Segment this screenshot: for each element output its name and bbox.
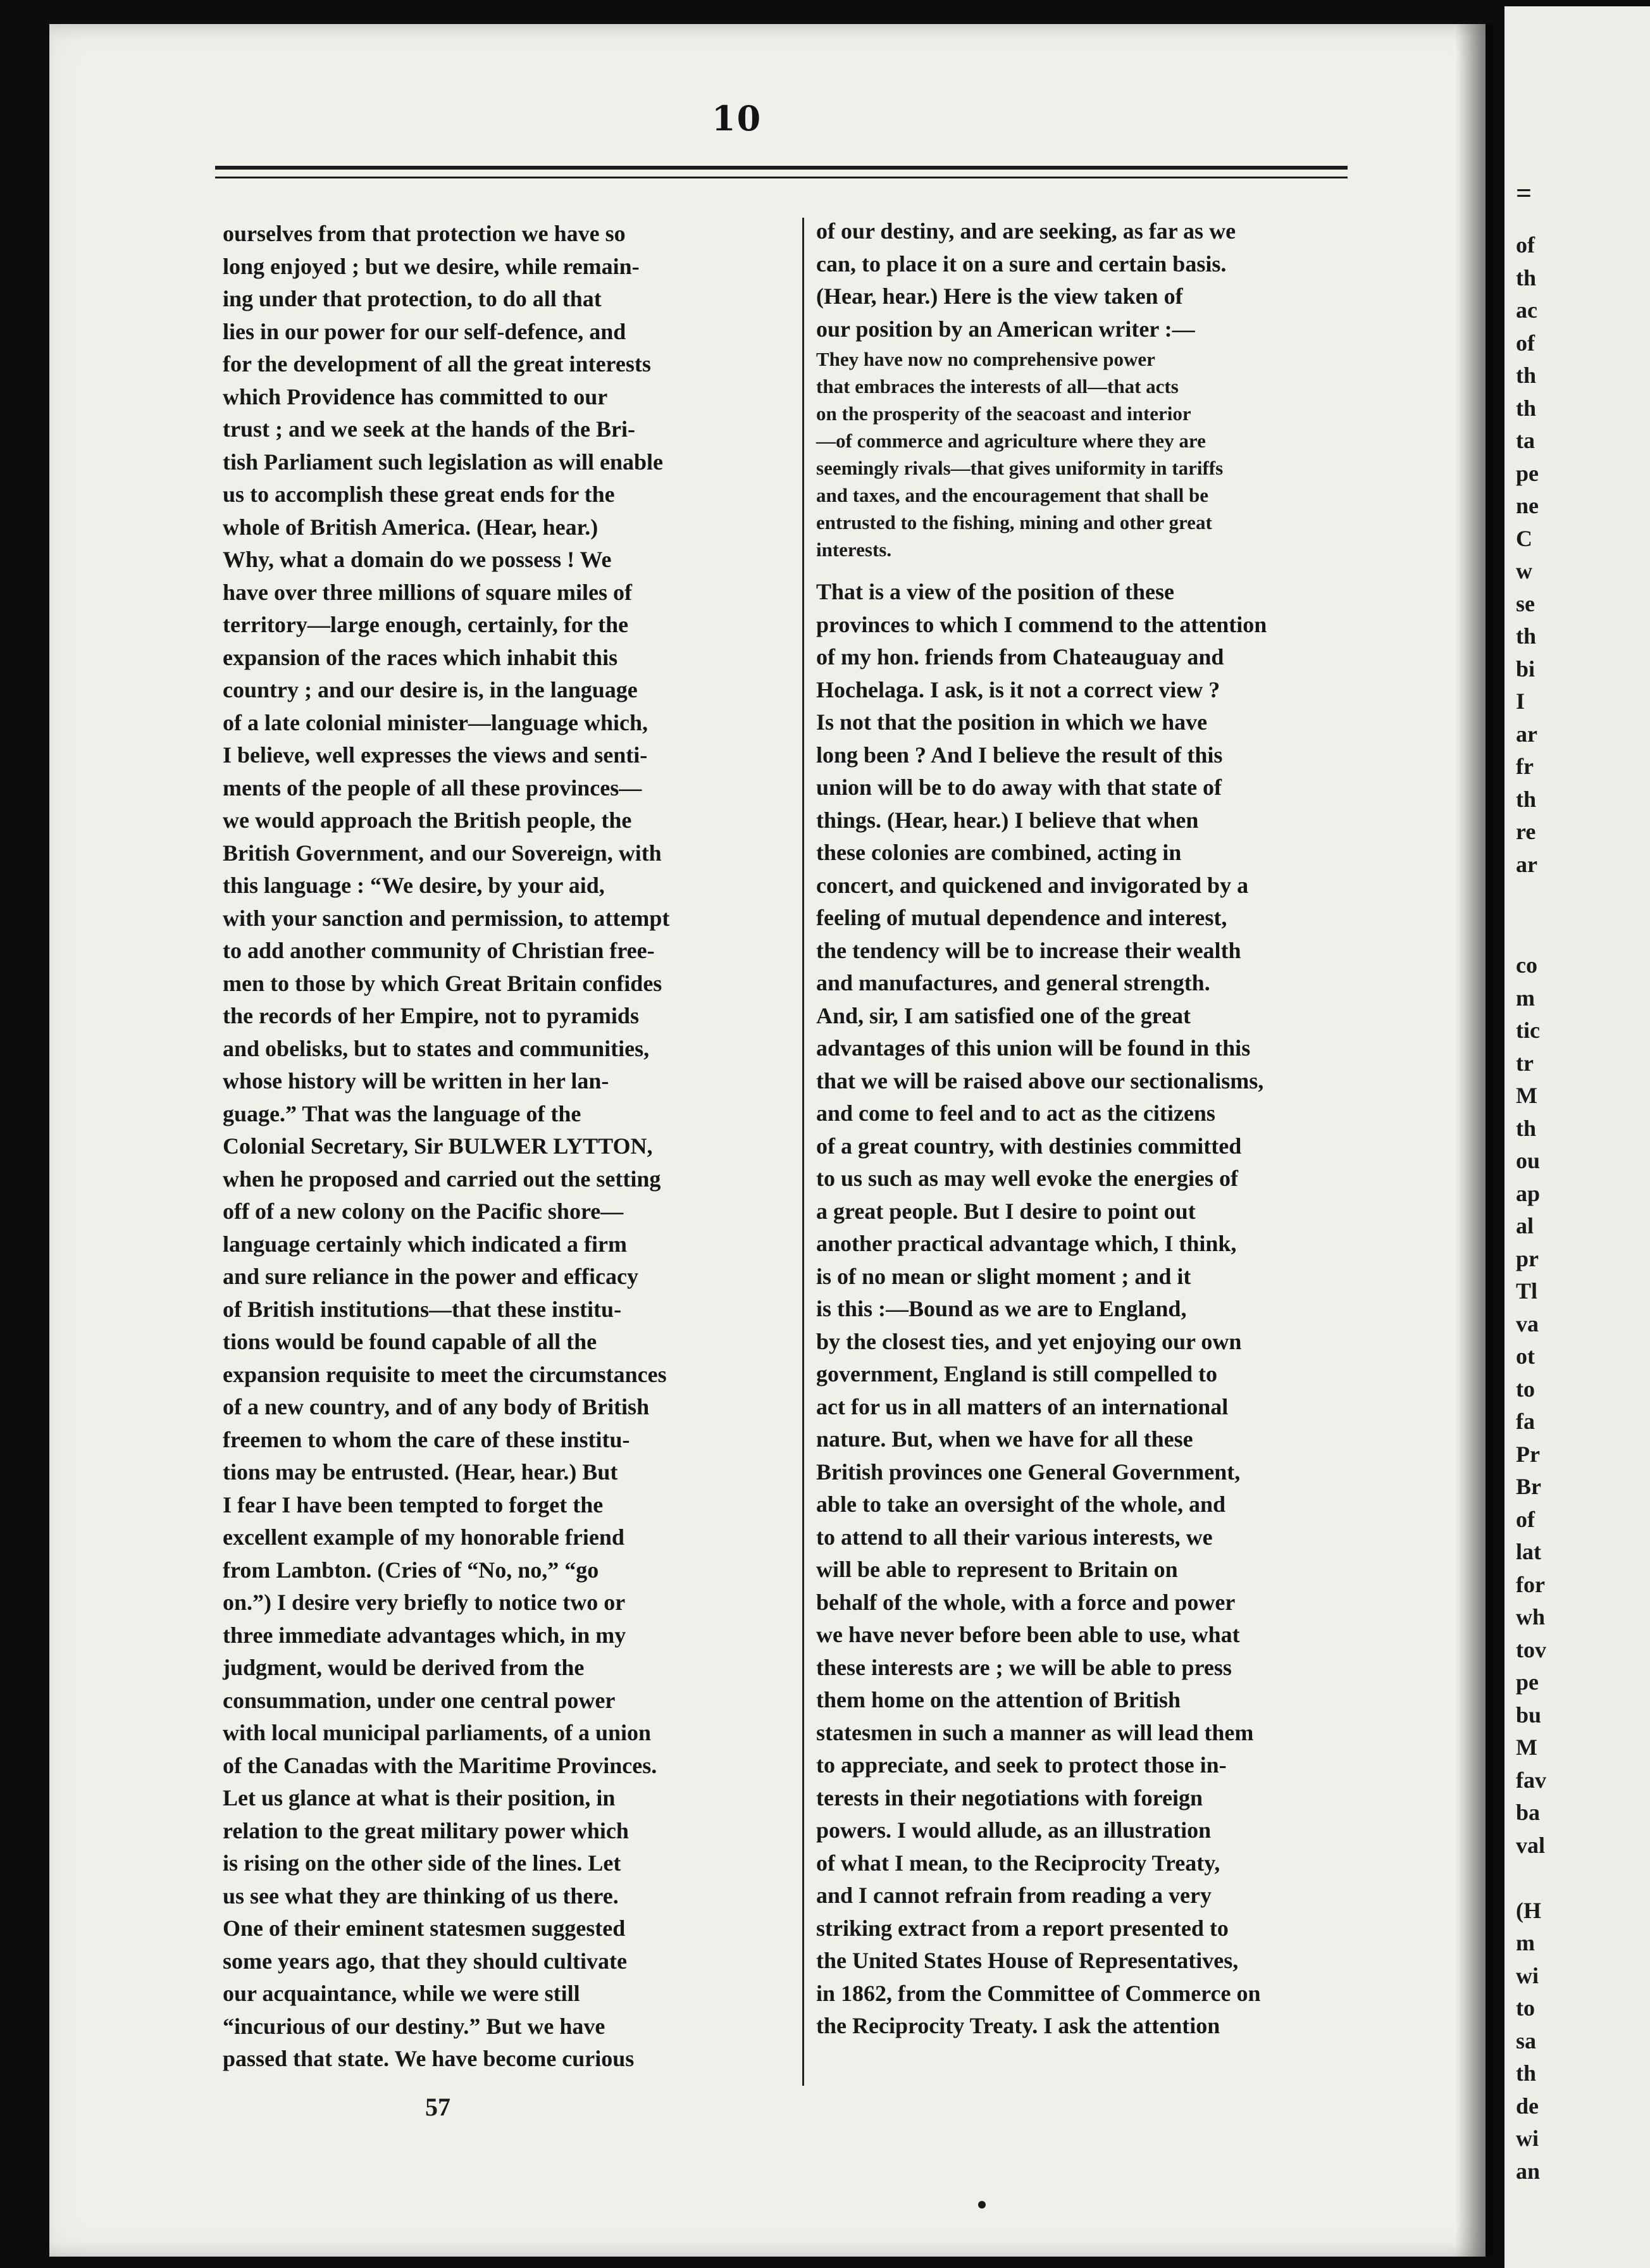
adjacent-text-fragment: C	[1516, 525, 1532, 551]
adjacent-text-fragment: wi	[1516, 1962, 1539, 1988]
text-line: this language : “We desire, by your aid,	[223, 873, 605, 898]
text-line: feeling of mutual dependence and interest,	[816, 905, 1227, 930]
adjacent-text-fragment: tr	[1516, 1050, 1534, 1076]
adjacent-text-fragment: M	[1516, 1083, 1537, 1108]
text-line: on.”) I desire very briefly to notice two or	[223, 1590, 626, 1615]
text-line: Is not that the position in which we have	[816, 709, 1208, 735]
text-line: tions may be entrusted. (Hear, hear.) But	[223, 1459, 618, 1485]
adjacent-text-fragment: of	[1516, 330, 1535, 356]
text-line: guage.” That was the language of the	[223, 1100, 581, 1126]
text-line: some years ago, that they should cultivate	[223, 1948, 627, 1974]
text-line: ourselves from that protection we have so	[223, 221, 626, 246]
text-line: Why, what a domain do we possess ! We	[223, 547, 612, 572]
text-line: long enjoyed ; but we desire, while remain-	[223, 253, 640, 279]
adjacent-text-fragment: w	[1516, 558, 1532, 583]
quote-line: and taxes, and the encouragement that shall be	[816, 484, 1209, 506]
text-line: of the Canadas with the Maritime Provinces.	[223, 1752, 657, 1778]
text-line: whose history will be written in her lan-	[223, 1068, 609, 1094]
text-line: whole of British America. (Hear, hear.)	[223, 514, 599, 540]
binding-gutter	[1455, 24, 1493, 2257]
text-line: that we will be raised above our sectionalisms,	[816, 1068, 1264, 1094]
adjacent-text-fragment: for	[1516, 1571, 1545, 1597]
adjacent-text-fragment: re	[1516, 819, 1536, 844]
text-line: us to accomplish these great ends for the	[223, 482, 615, 507]
header-rule	[215, 166, 1348, 178]
text-line: things. (Hear, hear.) I believe that when	[816, 807, 1199, 833]
text-line: our position by an American writer :—	[816, 316, 1195, 342]
adjacent-text-fragment: th	[1516, 2060, 1537, 2086]
text-line: That is a view of the position of these	[816, 579, 1174, 604]
text-line: by the closest ties, and yet enjoying our own	[816, 1328, 1242, 1354]
text-line: act for us in all matters of an international	[816, 1393, 1229, 1419]
adjacent-text-fragment: ot	[1516, 1343, 1535, 1369]
adjacent-text-fragment: va	[1516, 1311, 1539, 1336]
text-line: these interests are ; we will be able to press	[816, 1654, 1232, 1680]
text-line: terests in their negotiations with foreign	[816, 1785, 1203, 1810]
text-line: trust ; and we seek at the hands of the Bri-	[223, 416, 635, 442]
adjacent-text-fragment: co	[1516, 952, 1537, 978]
text-line: in 1862, from the Committee of Commerce on	[816, 1980, 1261, 2006]
text-line: I fear I have been tempted to forget the	[223, 1492, 604, 1517]
text-line: tions would be found capable of all the	[223, 1329, 597, 1354]
adjacent-text-fragment: bi	[1516, 656, 1535, 682]
adjacent-text-fragment: M	[1516, 1735, 1537, 1760]
adjacent-text-fragment: Tl	[1516, 1278, 1538, 1304]
text-line: is of no mean or slight moment ; and it	[816, 1263, 1191, 1289]
adjacent-text-fragment: th	[1516, 395, 1537, 421]
adjacent-text-fragment: ar	[1516, 851, 1537, 877]
text-line: expansion of the races which inhabit this	[223, 644, 618, 670]
left-column	[223, 218, 793, 2076]
adjacent-text-fragment: fav	[1516, 1767, 1546, 1793]
adjacent-text-fragment: to	[1516, 1376, 1535, 1402]
adjacent-text-fragment: tic	[1516, 1018, 1540, 1043]
text-line: men to those by which Great Britain confides	[223, 970, 662, 996]
text-line: long been ? And I believe the result of this	[816, 742, 1223, 768]
right-column-body	[816, 576, 1373, 2043]
text-line: which Providence has committed to our	[223, 383, 608, 409]
adjacent-text-fragment: ac	[1516, 297, 1537, 323]
text-line: passed that state. We have become curious	[223, 2046, 635, 2071]
text-line: with your sanction and permission, to attempt	[223, 905, 670, 931]
text-line: I believe, well expresses the views and senti-	[223, 742, 648, 768]
adjacent-text-fragment: m	[1516, 985, 1535, 1011]
text-line: advantages of this union will be found in this	[816, 1035, 1251, 1061]
text-line: from Lambton. (Cries of “No, no,” “go	[223, 1557, 599, 1583]
text-line: Let us glance at what is their position, in	[223, 1785, 616, 1810]
adjacent-text-fragment: ap	[1516, 1180, 1541, 1206]
adjacent-text-fragment: al	[1516, 1213, 1534, 1238]
text-line: (Hear, hear.) Here is the view taken of	[816, 284, 1183, 309]
adjacent-text-fragment: tov	[1516, 1636, 1546, 1662]
text-line: of my hon. friends from Chateauguay and	[816, 644, 1224, 670]
text-line: judgment, would be derived from the	[223, 1655, 585, 1680]
text-line: with local municipal parliaments, of a union	[223, 1720, 652, 1745]
adjacent-page-edge	[1504, 6, 1650, 2268]
text-line: of our destiny, and are seeking, as far as we	[816, 218, 1236, 244]
text-line: of what I mean, to the Reciprocity Treaty,	[816, 1850, 1220, 1876]
text-line: and obelisks, but to states and communities,	[223, 1035, 650, 1061]
text-line: language certainly which indicated a firm	[223, 1231, 627, 1257]
text-line: territory—large enough, certainly, for the	[223, 612, 629, 637]
adjacent-text-fragment: of	[1516, 232, 1535, 258]
text-line: the Reciprocity Treaty. I ask the attention	[816, 2013, 1220, 2038]
text-line: to us such as may well evoke the energies of	[816, 1166, 1238, 1191]
text-line: and manufactures, and general strength.	[816, 970, 1210, 995]
adjacent-text-fragment: val	[1516, 1832, 1546, 1858]
adjacent-text-fragment: wi	[1516, 2126, 1539, 2151]
text-line: another practical advantage which, I think,	[816, 1231, 1237, 1256]
text-line: when he proposed and carried out the setting	[223, 1166, 661, 1192]
text-line: to add another community of Christian free-	[223, 938, 655, 963]
text-line: statesmen in such a manner as will lead them	[816, 1719, 1254, 1745]
text-line: these colonies are combined, acting in	[816, 840, 1182, 865]
adjacent-text-fragment: m	[1516, 1930, 1535, 1955]
text-line: ing under that protection, to do all that	[223, 286, 602, 311]
text-line: “incurious of our destiny.” But we have	[223, 2013, 605, 2039]
text-line: consummation, under one central power	[223, 1687, 616, 1713]
adjacent-text-fragment: Br	[1516, 1474, 1541, 1499]
text-line: three immediate advantages which, in my	[223, 1622, 626, 1648]
adjacent-page-rule: =	[1516, 178, 1532, 209]
text-line: ments of the people of all these provinces—	[223, 775, 642, 801]
text-line: us see what they are thinking of us there.	[223, 1883, 619, 1909]
adjacent-text-fragment: I	[1516, 688, 1525, 714]
adjacent-text-fragment: th	[1516, 265, 1537, 290]
text-line: lies in our power for our self-defence, and	[223, 318, 626, 344]
text-line: and sure reliance in the power and efficacy	[223, 1264, 638, 1289]
block-quote	[816, 346, 1373, 563]
text-line: government, England is still compelled to	[816, 1361, 1218, 1386]
text-line: union will be to do away with that state of	[816, 775, 1222, 800]
text-line: is this :—Bound as we are to England,	[816, 1296, 1187, 1321]
text-line: freemen to whom the care of these institu-	[223, 1426, 630, 1452]
text-line: is rising on the other side of the lines. Let	[223, 1850, 621, 1876]
adjacent-text-fragment: fa	[1516, 1409, 1535, 1434]
text-line: And, sir, I am satisfied one of the great	[816, 1002, 1191, 1028]
text-line: British Government, and our Sovereign, with	[223, 840, 662, 866]
quote-line: seemingly rivals—that gives uniformity in tariffs	[816, 457, 1224, 479]
adjacent-text-fragment: of	[1516, 1506, 1535, 1532]
quote-line: —of commerce and agriculture where they are	[816, 430, 1206, 452]
text-line: have over three millions of square miles of	[223, 579, 632, 605]
adjacent-text-fragment: (H	[1516, 1897, 1541, 1923]
text-line: the United States House of Representatives,	[816, 1948, 1239, 1973]
text-line: the tendency will be to increase their wealth	[816, 937, 1241, 963]
adjacent-text-fragment: wh	[1516, 1604, 1546, 1629]
adjacent-text-fragment: th	[1516, 363, 1537, 388]
text-line: and come to feel and to act as the citizens	[816, 1100, 1215, 1126]
adjacent-text-fragment: an	[1516, 2158, 1541, 2184]
adjacent-text-fragment: pe	[1516, 1669, 1539, 1695]
quote-line: interests.	[816, 539, 892, 561]
text-line: will be able to represent to Britain on	[816, 1557, 1178, 1582]
text-line: nature. But, when we have for all these	[816, 1426, 1193, 1452]
text-line: British provinces one General Government,	[816, 1459, 1241, 1485]
text-line: of a new country, and of any body of British	[223, 1394, 650, 1419]
text-line: behalf of the whole, with a force and power	[816, 1589, 1236, 1615]
text-line: a great people. But I desire to point out	[816, 1198, 1196, 1224]
quote-line: that embraces the interests of all—that acts	[816, 375, 1179, 397]
adjacent-text-fragment: th	[1516, 623, 1537, 649]
quote-line: on the prosperity of the seacoast and interior	[816, 402, 1191, 425]
text-line: of British institutions—that these institu-	[223, 1296, 622, 1322]
text-line: them home on the attention of British	[816, 1687, 1181, 1712]
text-line: and I cannot refrain from reading a very	[816, 1883, 1212, 1908]
text-line: able to take an oversight of the whole, and	[816, 1492, 1225, 1517]
adjacent-text-fragment: bu	[1516, 1702, 1542, 1728]
bottom-dot	[978, 2201, 986, 2209]
text-line: our acquaintance, while we were still	[223, 1981, 580, 2006]
text-line: tish Parliament such legislation as will enable	[223, 449, 664, 475]
text-line: concert, and quickened and invigorated by a	[816, 872, 1249, 898]
adjacent-text-fragment: pe	[1516, 460, 1539, 486]
adjacent-text-fragment: de	[1516, 2093, 1539, 2119]
text-line: expansion requisite to meet the circumstances	[223, 1361, 667, 1387]
text-line: of a late colonial minister—language which,	[223, 709, 648, 735]
text-line: Hochelaga. I ask, is it not a correct view ?	[816, 676, 1220, 702]
page-number: 10	[712, 98, 762, 139]
adjacent-text-fragment: ta	[1516, 428, 1535, 453]
text-line: for the development of all the great interests	[223, 351, 651, 377]
text-line: striking extract from a report presented to	[816, 1915, 1229, 1941]
text-line: relation to the great military power which	[223, 1817, 629, 1843]
text-line: Colonial Secretary, Sir BULWER LYTTON,	[223, 1133, 653, 1159]
adjacent-text-fragment: fr	[1516, 754, 1534, 779]
quote-line: entrusted to the fishing, mining and other great	[816, 511, 1212, 533]
text-line: we would approach the British people, the	[223, 807, 632, 833]
text-line: can, to place it on a sure and certain basis.	[816, 251, 1227, 277]
adjacent-text-fragment: lat	[1516, 1539, 1541, 1564]
text-line: the records of her Empire, not to pyramids	[223, 1003, 639, 1028]
text-line: powers. I would allude, as an illustration	[816, 1817, 1212, 1843]
text-line: to appreciate, and seek to protect those in-	[816, 1752, 1227, 1778]
adjacent-text-fragment: se	[1516, 590, 1535, 616]
adjacent-text-fragment: pr	[1516, 1245, 1539, 1271]
adjacent-text-fragment: th	[1516, 786, 1537, 812]
quote-line: They have now no comprehensive power	[816, 348, 1155, 370]
adjacent-text-fragment: ne	[1516, 493, 1539, 518]
text-line: to attend to all their various interests, we	[816, 1524, 1213, 1550]
text-line: excellent example of my honorable friend	[223, 1524, 624, 1550]
adjacent-text-fragment: ou	[1516, 1148, 1541, 1173]
adjacent-text-fragment: Pr	[1516, 1441, 1540, 1467]
adjacent-text-fragment: ar	[1516, 721, 1537, 747]
text-line: we have never before been able to use, what	[816, 1622, 1240, 1647]
adjacent-text-fragment: th	[1516, 1115, 1537, 1141]
adjacent-text-fragment: to	[1516, 1995, 1535, 2021]
text-line: One of their eminent statesmen suggested	[223, 1916, 626, 1941]
text-line: of a great country, with destinies committed	[816, 1133, 1242, 1159]
right-column-intro	[816, 215, 1373, 346]
signature-mark: 57	[425, 2093, 450, 2121]
adjacent-text-fragment: ba	[1516, 1800, 1541, 1825]
text-line: country ; and our desire is, in the language	[223, 677, 638, 702]
text-line: provinces to which I commend to the attention	[816, 611, 1267, 637]
adjacent-text-fragment: sa	[1516, 2028, 1537, 2053]
column-divider	[802, 218, 804, 2086]
text-line: off of a new colony on the Pacific shore—	[223, 1199, 624, 1224]
